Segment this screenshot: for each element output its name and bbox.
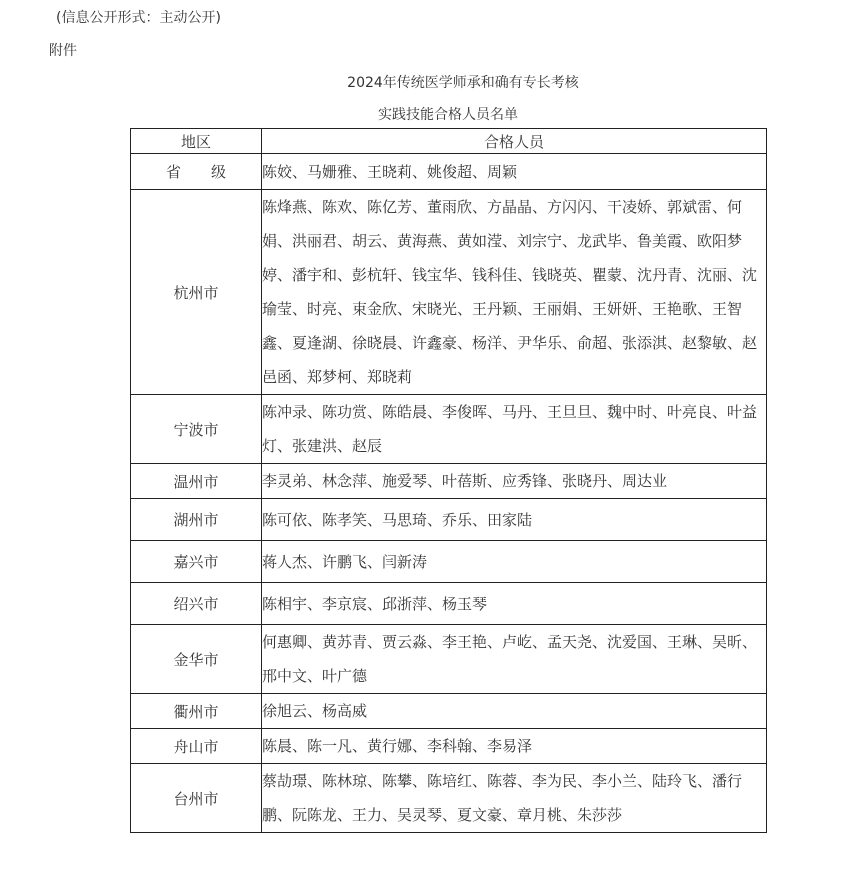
column-header-region: 地区 bbox=[131, 129, 262, 154]
names-cell: 陈晨、陈一凡、黄行娜、李科翰、李易泽 bbox=[262, 729, 767, 764]
table-row bbox=[131, 190, 767, 395]
document-subtitle: 实践技能合格人员名单 bbox=[378, 107, 518, 123]
qualified-personnel-table bbox=[130, 128, 767, 833]
table-row bbox=[131, 764, 767, 833]
region-cell: 嘉兴市 bbox=[131, 541, 262, 583]
region-cell: 衢州市 bbox=[131, 694, 262, 729]
region-cell: 金华市 bbox=[131, 625, 262, 694]
region-cell: 杭州市 bbox=[131, 190, 262, 395]
names-cell: 陈烽燕、陈欢、陈亿芳、董雨欣、方晶晶、方闪闪、干凌娇、郭斌雷、何娟、洪丽君、胡云、黄海燕、黄如滢、刘宗宁、龙武毕、鲁美霞、欧阳梦婷、潘宇和、彭杭轩、钱宝华、钱科佳、钱晓英、瞿蒙、沈丹青、沈丽、沈瑜莹、时亮、束金欣、宋晓光、王丹颖、王丽娟、王妍妍、王艳歌、王智鑫、夏逢湖、徐晓晨、许鑫豪、杨洋、尹华乐、俞超、张添淇、赵黎敏、赵邑函、郑梦柯、郑晓莉 bbox=[262, 190, 767, 395]
region-cell: 省级 bbox=[131, 154, 262, 190]
names-cell: 陈可依、陈孝笑、马思琦、乔乐、田家陆 bbox=[262, 499, 767, 541]
region-cell: 温州市 bbox=[131, 464, 262, 499]
region-cell: 台州市 bbox=[131, 764, 262, 833]
names-cell: 蒋人杰、许鹏飞、闫新涛 bbox=[262, 541, 767, 583]
region-cell: 湖州市 bbox=[131, 499, 262, 541]
table-row bbox=[131, 729, 767, 764]
names-cell: 陈冲录、陈功赏、陈皓晨、李俊晖、马丹、王旦旦、魏中时、叶亮良、叶益灯、张建洪、赵辰 bbox=[262, 395, 767, 464]
names-cell: 蔡劼璟、陈林琼、陈攀、陈培红、陈蓉、李为民、李小兰、陆玲飞、潘行鹏、阮陈龙、王力、吴灵琴、夏文豪、章月桃、朱莎莎 bbox=[262, 764, 767, 833]
table-row bbox=[131, 464, 767, 499]
table-row bbox=[131, 154, 767, 190]
names-cell: 徐旭云、杨高威 bbox=[262, 694, 767, 729]
names-cell: 何惠卿、黄苏青、贾云淼、李王艳、卢屹、孟天尧、沈爱国、王琳、吴昕、邢中文、叶广德 bbox=[262, 625, 767, 694]
table-row bbox=[131, 625, 767, 694]
table-row bbox=[131, 583, 767, 625]
attachment-label: 附件 bbox=[49, 43, 77, 59]
region-cell: 宁波市 bbox=[131, 395, 262, 464]
region-cell: 舟山市 bbox=[131, 729, 262, 764]
table-row bbox=[131, 541, 767, 583]
document-title: 2024年传统医学师承和确有专长考核 bbox=[347, 75, 579, 91]
table-header-row bbox=[131, 129, 767, 154]
names-cell: 陈姣、马姗雅、王晓莉、姚俊超、周颖 bbox=[262, 154, 767, 190]
table-row bbox=[131, 499, 767, 541]
table-row bbox=[131, 395, 767, 464]
disclosure-type-note: (信息公开形式：主动公开) bbox=[56, 10, 221, 26]
table-row bbox=[131, 694, 767, 729]
names-cell: 陈相宇、李京宸、邱浙萍、杨玉琴 bbox=[262, 583, 767, 625]
names-cell: 李灵弟、林念萍、施爱琴、叶蓓斯、应秀锋、张晓丹、周达业 bbox=[262, 464, 767, 499]
column-header-names: 合格人员 bbox=[262, 129, 767, 154]
region-cell: 绍兴市 bbox=[131, 583, 262, 625]
